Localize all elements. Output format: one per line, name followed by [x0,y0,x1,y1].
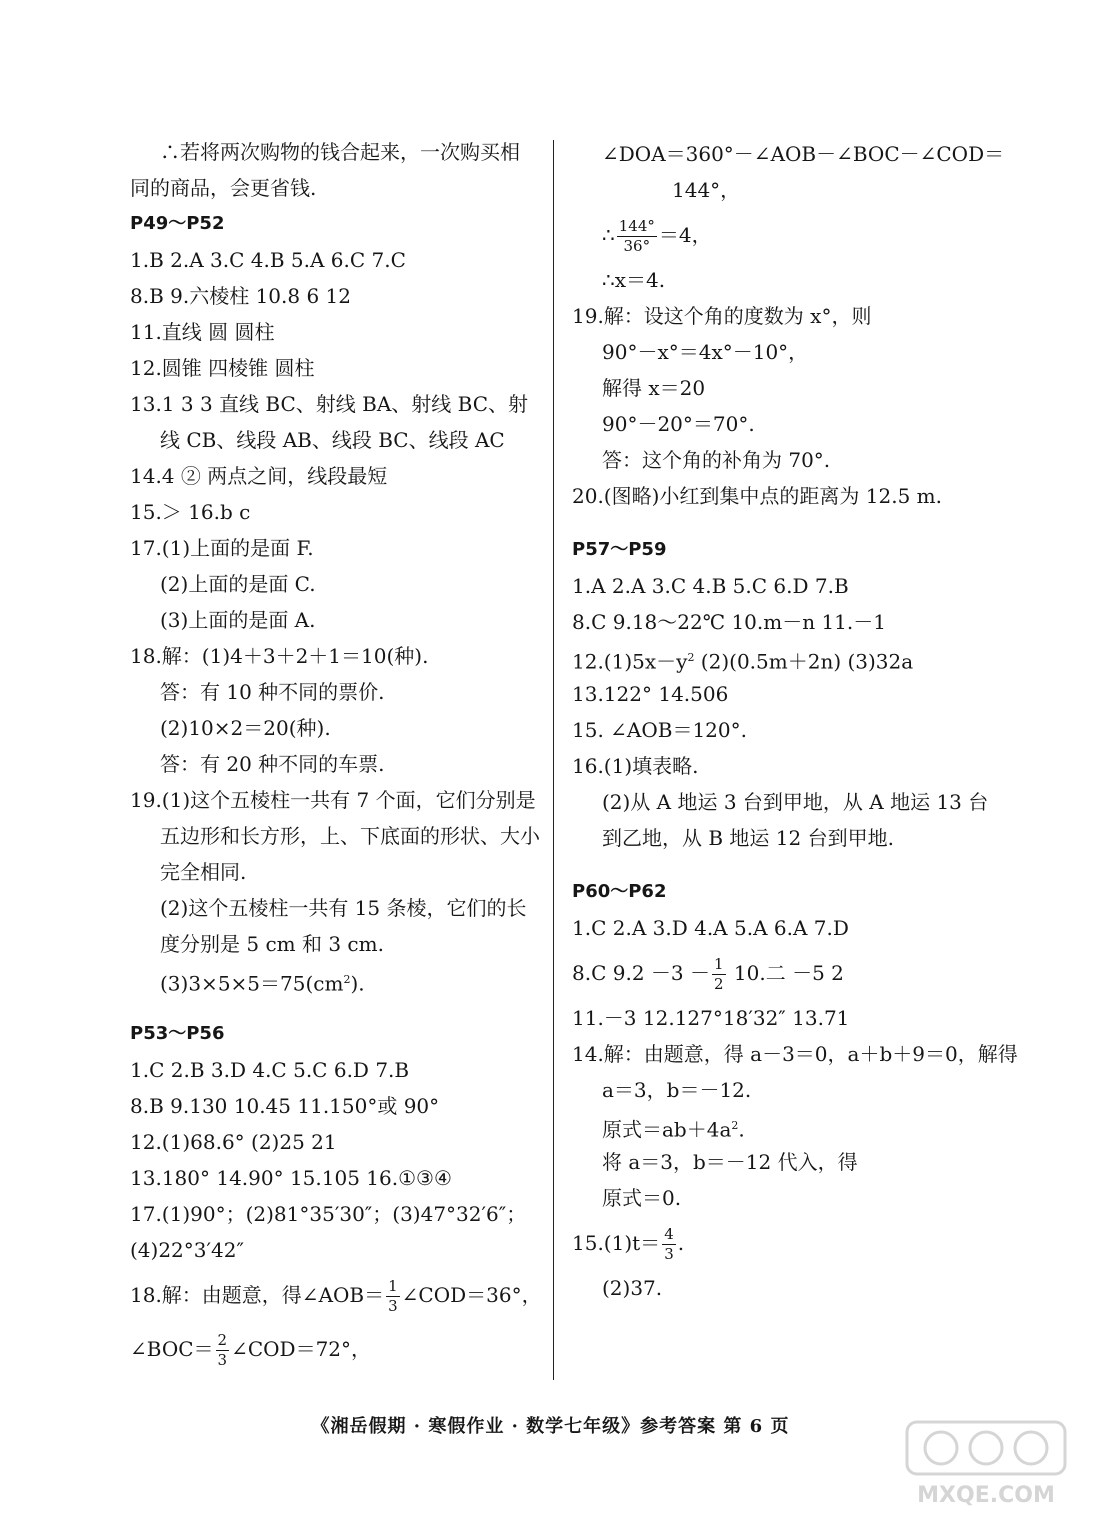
text-part: 12.(1)5x－y [572,649,688,674]
answer-line: 19.(1)这个五棱柱一共有 7 个面，它们分别是 [130,788,536,812]
answer-line: 1.A 2.A 3.C 4.B 5.C 6.D 7.B [572,574,849,598]
answer-line [572,208,992,262]
text-part: . [677,1231,685,1255]
text-part: (3)3×5×5＝75(cm [160,971,344,996]
fraction [216,1333,230,1368]
answer-line: 答：有 20 种不同的车票. [160,752,385,776]
text-part: ∠COD＝36°， [401,1283,542,1307]
watermark-text: MXQE.COM [917,1483,1055,1508]
text-part: . [738,1117,745,1142]
answer-line: 解得 x＝20 [602,376,706,400]
fraction [662,1227,676,1262]
text-part: ＝4， [658,223,712,247]
answer-line: 到乙地，从 B 地运 12 台到甲地. [602,826,894,850]
answer-line: 将 a＝3，b＝－12 代入，得 [602,1150,858,1174]
watermark-logo [901,1414,1071,1514]
answer-line: 15. ∠AOB＝120°. [572,718,747,742]
answer-line: (2)上面的是面 C. [160,572,316,596]
denominator: 3 [664,1245,674,1263]
right-column [572,136,1018,1306]
left-column [130,134,540,1376]
answer-line [130,1268,540,1322]
answer-line: 14.解：由题意，得 a－3＝0，a＋b＋9＝0，解得 [572,1042,1018,1066]
numerator: 144° [618,217,655,235]
text-line: ∴若将两次购物的钱合起来，一次购买相 [160,140,520,164]
answer-line: 答：有 10 种不同的票价. [160,680,385,704]
denominator: 3 [388,1297,398,1315]
text-part: ). [350,971,365,996]
answer-line: 完全相同. [160,860,247,884]
section-heading: P60～P62 [572,881,667,902]
answer-line [572,1216,992,1270]
answer-line: 12.圆锥 四棱锥 圆柱 [130,356,315,380]
answer-line [130,1322,540,1376]
answer-line: 20.(图略)小红到集中点的距离为 12.5 m. [572,484,942,508]
denominator: 36° [623,237,651,255]
text-part: (2)(0.5m＋2n) (3)32a [694,649,914,674]
answer-line: 13.122° 14.506 [572,682,729,706]
answer-line: 1.C 2.A 3.D 4.A 5.A 6.A 7.D [572,916,849,940]
answer-line: 16.(1)填表略. [572,754,699,778]
numerator: 1 [714,955,724,973]
answer-line [572,946,992,1000]
denominator: 3 [217,1351,228,1369]
answer-line: 19.解：设这个角的度数为 x°，则 [572,304,872,328]
section-heading: P53～P56 [130,1023,225,1044]
answer-line: a＝3，b＝－12. [602,1078,752,1102]
column-divider [553,140,554,1380]
answer-line: 90°－20°＝70°. [602,412,755,436]
numerator: 4 [664,1225,674,1243]
answer-line [572,1108,992,1144]
text-part: 8.C 9.2 －3 － [572,961,710,985]
answer-line: (2)37. [602,1276,663,1300]
text-part: 15.(1)t＝ [572,1231,661,1255]
numerator: 2 [217,1331,228,1349]
answer-line: 8.C 9.18～22℃ 10.m－n 11.－1 [572,610,886,634]
answer-line: ∠DOA＝360°－∠AOB－∠BOC－∠COD＝ [602,142,1005,166]
text-part: ∠BOC＝ [130,1337,214,1361]
answer-line: 90°－x°＝4x°－10°， [602,340,809,364]
text-part: ∠COD＝72°， [231,1337,372,1361]
answer-line: (3)上面的是面 A. [160,608,316,632]
superscript: 2 [343,973,351,986]
answer-line: 14.4 ② 两点之间，线段最短 [130,464,388,488]
answer-line: 原式＝0. [602,1186,682,1210]
answer-line [572,640,992,676]
answer-line: 13.1 3 3 直线 BC、射线 BA、射线 BC、射 [130,392,529,416]
text-part: 10.二 －5 2 [727,961,844,985]
answer-line: 11.直线 圆 圆柱 [130,320,275,344]
text-part: ∴ [602,223,615,247]
section-heading: P57～P59 [572,539,667,560]
answer-line: 144°， [672,178,741,202]
answer-line: ∴x＝4. [602,268,666,292]
answer-line: 12.(1)68.6° (2)25 21 [130,1130,337,1154]
answer-line [130,962,540,998]
denominator: 2 [714,975,724,993]
answer-line: 17.(1)上面的是面 F. [130,536,314,560]
text-line: 同的商品，会更省钱. [130,176,317,200]
text-part: 原式＝ab＋4a [602,1117,732,1142]
answer-line: (4)22°3′42″ [130,1238,244,1262]
answer-line: 五边形和长方形，上、下底面的形状、大小 [160,824,540,848]
superscript: 2 [687,651,695,664]
text-part: 18.解：由题意，得∠AOB＝ [130,1283,385,1307]
answer-line: (2)10×2＝20(种). [160,716,331,740]
answer-line: (2)从 A 地运 3 台到甲地，从 A 地运 13 台 [602,790,989,814]
answer-line: 18.解：(1)4＋3＋2＋1＝10(种). [130,644,429,668]
answer-line: 1.B 2.A 3.C 4.B 5.A 6.C 7.C [130,248,406,272]
superscript: 2 [731,1119,739,1132]
answer-line: 8.B 9.130 10.45 11.150°或 90° [130,1094,440,1118]
answer-line: 线 CB、线段 AB、线段 BC、线段 AC [160,428,505,452]
answer-line: 13.180° 14.90° 15.105 16.①③④ [130,1166,452,1190]
answer-line: 8.B 9.六棱柱 10.8 6 12 [130,284,351,308]
fraction [617,219,657,254]
fraction [712,957,726,992]
answer-line: 17.(1)90°；(2)81°35′30″；(3)47°32′6″； [130,1202,527,1226]
answer-line: (2)这个五棱柱一共有 15 条棱，它们的长 [160,896,527,920]
answer-line: 1.C 2.B 3.D 4.C 5.C 6.D 7.B [130,1058,410,1082]
answer-line: 15.＞ 16.b c [130,500,251,524]
fraction [386,1279,400,1314]
answer-line: 11.－3 12.127°18′32″ 13.71 [572,1006,850,1030]
answer-line: 答：这个角的补角为 70°. [602,448,831,472]
section-heading: P49～P52 [130,213,225,234]
answer-line: 度分别是 5 cm 和 3 cm. [160,932,384,956]
page-footer: 《湘岳假期 · 寒假作业 · 数学七年级》参考答案 第 6 页 [311,1416,790,1437]
numerator: 1 [388,1277,398,1295]
